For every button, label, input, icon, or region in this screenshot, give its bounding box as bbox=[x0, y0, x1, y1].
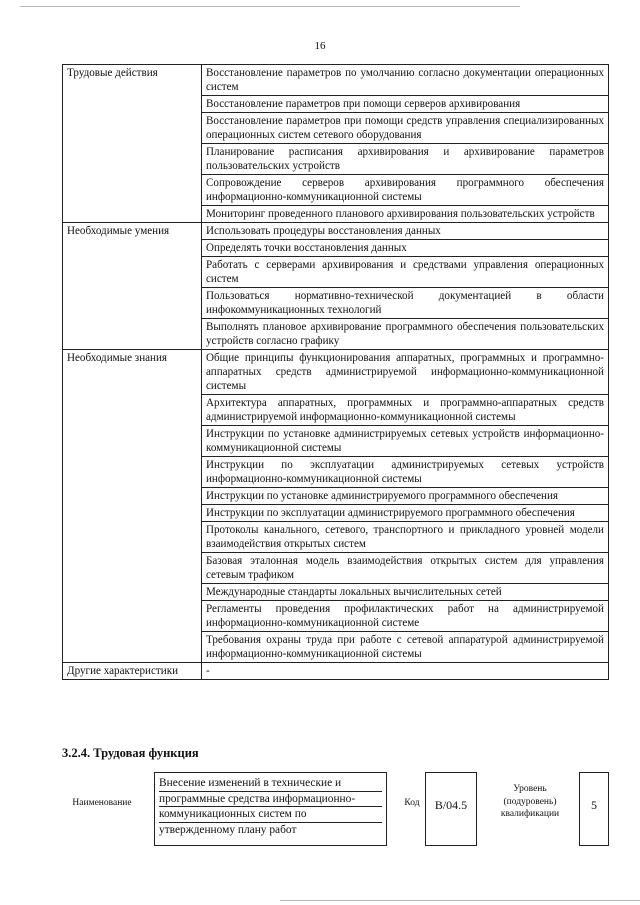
table-row bbox=[63, 223, 609, 240]
row-value: Планирование расписания архивирования и архивирование параметров пользовательских устройств bbox=[202, 144, 609, 175]
row-value: - bbox=[202, 663, 609, 680]
level-label-line: квалификации bbox=[500, 809, 560, 819]
function-name-line: коммуникационных систем по bbox=[159, 807, 382, 823]
labor-function-row bbox=[62, 772, 622, 852]
row-value: Выполнять плановое архивирование программного обеспечения пользовательских устройств согласно графику bbox=[202, 319, 609, 350]
row-value: Использовать процедуры восстановления данных bbox=[202, 223, 609, 240]
row-value: Восстановление параметров при помощи серверов архивирования bbox=[202, 96, 609, 113]
table-row bbox=[63, 350, 609, 395]
page-number: 16 bbox=[314, 40, 326, 52]
row-value: Международные стандарты локальных вычислительных сетей bbox=[202, 584, 609, 601]
competency-table bbox=[62, 64, 609, 680]
scan-edge-top bbox=[20, 6, 520, 7]
name-label: Наименование bbox=[72, 798, 132, 808]
row-label: Необходимые знания bbox=[63, 350, 202, 663]
code-label: Код bbox=[404, 798, 420, 808]
row-value: Архитектура аппаратных, программных и программно-аппаратных средств администрируемой информационно-коммуникационной системы bbox=[202, 395, 609, 426]
row-value: Регламенты проведения профилактических работ на администрируемой информационно-коммуникационной системе bbox=[202, 601, 609, 632]
function-name-box bbox=[154, 772, 387, 846]
level-label-line: Уровень bbox=[513, 784, 547, 794]
row-value: Базовая эталонная модель взаимодействия открытых систем для управления сетевым трафиком bbox=[202, 553, 609, 584]
row-value: Работать с серверами архивирования и средствами управления операционных систем bbox=[202, 257, 609, 288]
level-value: 5 bbox=[579, 772, 609, 846]
row-label: Необходимые умения bbox=[63, 223, 202, 350]
section-heading: 3.2.4. Трудовая функция bbox=[62, 746, 199, 760]
row-value: Мониторинг проведенного планового архивирования пользовательских устройств bbox=[202, 206, 609, 223]
row-value: Инструкции по эксплуатации администрируемых сетевых устройств информационно-коммуникационной системы bbox=[202, 457, 609, 488]
function-name-line: утвержденному плану работ bbox=[159, 823, 297, 836]
level-label bbox=[486, 783, 574, 821]
row-value: Определять точки восстановления данных bbox=[202, 240, 609, 257]
row-value: Требования охраны труда при работе с сетевой аппаратурой администрируемой информационно-коммуникационной системы bbox=[202, 632, 609, 663]
row-label: Другие характеристики bbox=[63, 663, 202, 680]
function-name-line: Внесение изменений в технические и bbox=[159, 776, 382, 792]
row-value: Инструкции по эксплуатации администрируемого программного обеспечения bbox=[202, 505, 609, 522]
function-name-line: программные средства информационно- bbox=[159, 792, 382, 808]
level-label-line: (подуровень) bbox=[503, 796, 557, 807]
table-row bbox=[63, 663, 609, 680]
scan-edge-bottom bbox=[280, 900, 640, 901]
row-value: Пользоваться нормативно-технической документацией в области инфокоммуникационных технологий bbox=[202, 288, 609, 319]
row-value: Восстановление параметров при помощи средств управления специализированных операционных систем сетевого оборудования bbox=[202, 113, 609, 144]
row-value: Инструкции по установке администрируемого программного обеспечения bbox=[202, 488, 609, 505]
row-value: Сопровождение серверов архивирования программного обеспечения информационно-коммуникационной системы bbox=[202, 175, 609, 206]
code-value: B/04.5 bbox=[425, 772, 477, 846]
row-value: Протоколы канального, сетевого, транспортного и прикладного уровней модели взаимодействия открытых систем bbox=[202, 522, 609, 553]
row-value: Общие принципы функционирования аппаратных, программных и программно-аппаратных средств администрируемой информационно-коммуникационной системы bbox=[202, 350, 609, 395]
table-row bbox=[63, 65, 609, 96]
row-value: Инструкции по установке администрируемых сетевых устройств информационно-коммуникационной системы bbox=[202, 426, 609, 457]
row-value: Восстановление параметров по умолчанию согласно документации операционных систем bbox=[202, 65, 609, 96]
row-label: Трудовые действия bbox=[63, 65, 202, 223]
